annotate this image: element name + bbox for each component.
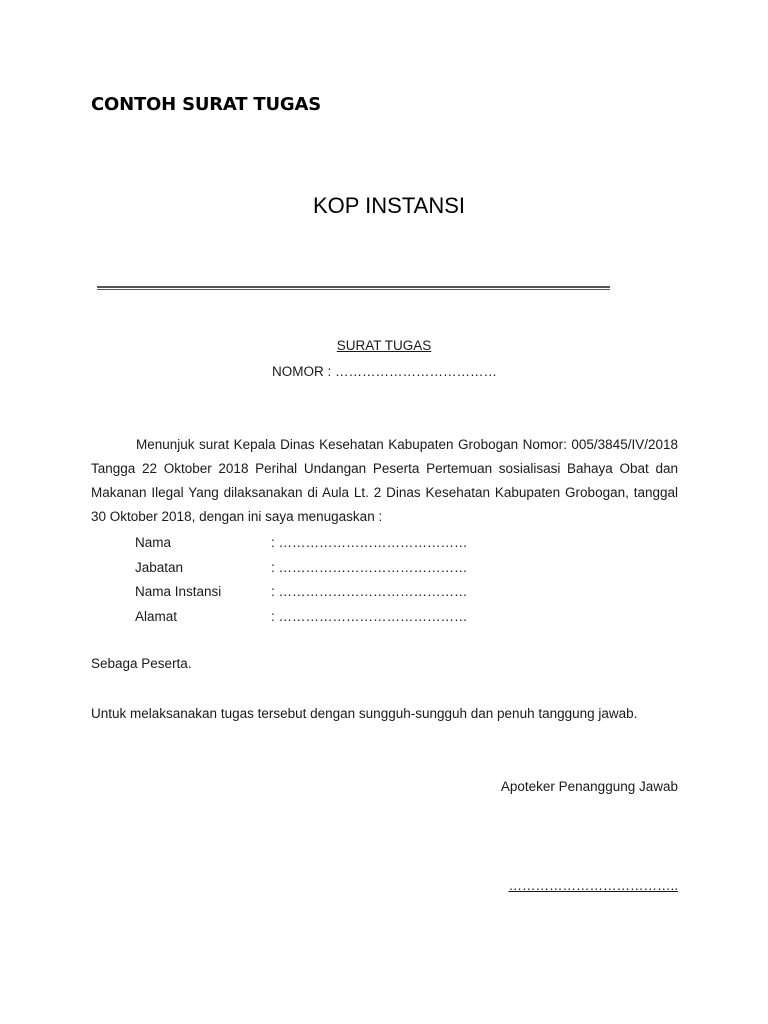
field-row-nama-instansi: [135, 582, 468, 607]
body-text: Menunjuk surat Kepala Dinas Kesehatan Kabupaten Grobogan Nomor: 005/3845/IV/2018 Tangga 22 Oktober 2018 Perihal Undangan Peserta Pertemuan sosialisasi Bahaya Obat dan Makanan Ilegal Yang dilaksanakan di Aula Lt. 2 Dinas Kesehatan Kabupaten Grobogan, tanggal 30 Oktober 2018, dengan ini saya menugaskan :: [91, 437, 678, 524]
signatory-title: Apoteker Penanggung Jawab: [500, 779, 678, 794]
letter-number: NOMOR : ………………………………: [272, 364, 497, 379]
field-value: : ……………………………………: [271, 535, 468, 550]
assignee-fields: [135, 533, 468, 631]
field-label: Nama Instansi: [135, 584, 222, 599]
field-value: : ……………………………………: [271, 608, 468, 624]
field-row-nama: [135, 533, 468, 558]
document-title: CONTOH SURAT TUGAS: [91, 94, 321, 115]
instruction-statement: Untuk melaksanakan tugas tersebut dengan sungguh-sungguh dan penuh tanggung jawab.: [91, 706, 638, 721]
role-statement: Sebaga Peserta.: [91, 656, 192, 671]
letterhead-placeholder: KOP INSTANSI: [312, 193, 465, 218]
field-row-jabatan: [135, 558, 468, 583]
field-value: : ……………………………………: [271, 584, 468, 599]
field-label: Jabatan: [135, 559, 184, 575]
field-value: : ……………………………………: [271, 559, 468, 575]
body-paragraph: [91, 433, 678, 529]
signature-line: ………………………………..: [508, 878, 678, 893]
letterhead-divider: [97, 286, 610, 290]
field-row-alamat: [135, 607, 468, 632]
letter-heading: SURAT TUGAS: [336, 338, 432, 353]
field-label: Nama: [135, 535, 172, 550]
field-label: Alamat: [135, 608, 178, 624]
